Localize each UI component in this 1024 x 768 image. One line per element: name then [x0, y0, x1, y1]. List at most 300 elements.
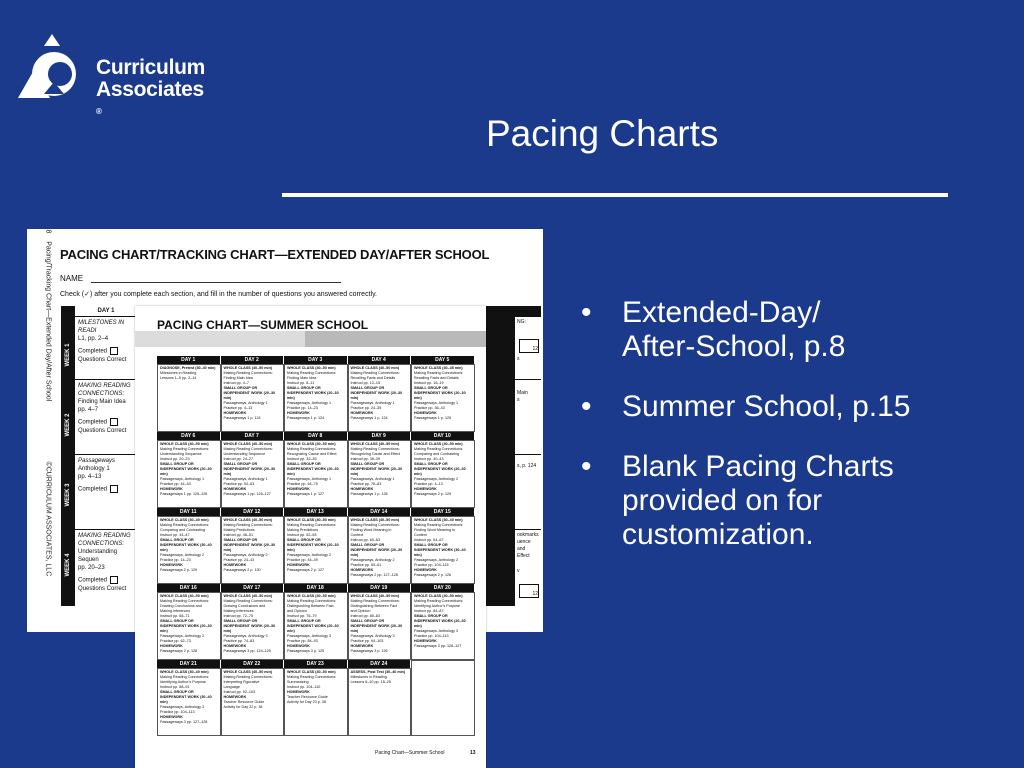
day-cell-line: WHOLE CLASS (40–50 min) [223, 670, 273, 674]
day-cell-line: Passageways 1 p. 124 [287, 416, 325, 420]
day-cell-line: Passageways 2 p. 128 [160, 649, 198, 653]
day-header: DAY 12 [221, 508, 284, 516]
cell-text: Questions Correct [78, 356, 127, 363]
day-cell-line: WHOLE CLASS (40–50 min) [350, 518, 400, 522]
day-cell-line: Instruct pp. 20–23 [160, 457, 190, 461]
day-cell-line: Making Reading Connections: [160, 675, 210, 679]
bullet-text: customization. [622, 518, 814, 551]
day-cell-line: Recognizing Cause and Effect [350, 452, 401, 456]
day-cell-line: INDEPENDENT WORK (30–40 min) [414, 548, 466, 557]
day-cell-line: INDEPENDENT WORK (20–30 min) [350, 467, 403, 476]
day-cell-line: Passageways, Anthology 3 [350, 634, 395, 638]
day-cell-line: WHOLE CLASS (30–40 min) [160, 518, 209, 522]
day-cell-line: Practice pp. 94–103 [350, 639, 384, 643]
day-cell-line: HOMEWORK [350, 411, 374, 415]
day-cell-line: Making Reading Connections: [414, 599, 464, 603]
cell-text: Completed [78, 486, 108, 493]
day-cell-line: WHOLE CLASS (40–50 min) [223, 442, 273, 446]
day-cell-line: Practice pp. 74–83 [223, 639, 255, 643]
day-header: DAY 5 [411, 356, 474, 364]
day-cell-line: SMALL GROUP OR [350, 543, 385, 547]
day-header: DAY 7 [221, 432, 284, 440]
cell-text: s [517, 397, 520, 403]
day-cell-line: INDEPENDENT WORK (20–30 min) [223, 624, 276, 633]
day-cell-line: Practice pp. 24–35 [350, 406, 382, 410]
day-cell-line: and Opinion [350, 609, 371, 613]
checkbox[interactable] [110, 485, 118, 493]
day-cell-line: INDEPENDENT WORK (20–30 min) [223, 543, 276, 552]
day-cell-line: Practice pp. 4–13 [223, 406, 253, 410]
day-cell-line: Making Reading Connections: [223, 599, 273, 603]
day-cell [348, 668, 412, 736]
instructions: Check (✓) after you complete each section, and fill in the number of questions you answered correctly. [60, 291, 378, 298]
day-cell-line: SMALL GROUP OR [350, 386, 385, 390]
day-cell-line: Passageways 3 pp. 127–128 [160, 720, 208, 724]
week-cell [75, 455, 137, 529]
day-cell-line: INDEPENDENT WORK (20–30 min) [287, 543, 339, 552]
day-cell-line: HOMEWORK [287, 644, 310, 648]
day-cell-line: Practice pp. 14–23 [287, 406, 318, 410]
day-cell-line: SMALL GROUP OR [160, 538, 194, 542]
day-cell-line: SMALL GROUP OR [414, 543, 448, 547]
day-cell-line: Making Reading Connections: [287, 447, 337, 451]
day-cell-line: Finding Word Meaning in [350, 528, 392, 532]
day-cell-line: Practice pp. 104–113 [414, 634, 449, 638]
day-cell-line: WHOLE CLASS (40–50 min) [223, 366, 273, 370]
right-column-cell [515, 455, 541, 529]
day-cell-line: INDEPENDENT WORK (20–30 min) [287, 624, 339, 633]
checkbox[interactable] [110, 576, 118, 584]
day-cell [348, 516, 412, 584]
day-cell-line: and Opinion [287, 609, 307, 613]
logo-line-2: Associates [96, 78, 204, 101]
day-cell-line: HOMEWORK [287, 690, 310, 694]
day-header: DAY 9 [348, 432, 411, 440]
day-cell-line: Instruct pp. 92–103 [223, 690, 256, 694]
day-cell-line: ASSESS, Post Test (30–40 min) [350, 670, 406, 674]
day-header: DAY 18 [284, 584, 347, 592]
day-cell-line: Practice pp. 54–63 [223, 482, 255, 486]
day-cell-line: Passageways, Anthology 3 [414, 629, 459, 633]
day-cell-line: WHOLE CLASS (40–50 min) [287, 442, 336, 446]
day-cell-line: WHOLE CLASS (40–50 min) [350, 442, 400, 446]
day-cell-line: HOMEWORK [350, 487, 374, 491]
day-cell-line: Passageways 3 p. 126 [350, 649, 388, 653]
day-header: DAY 16 [157, 584, 220, 592]
day-cell-line: INDEPENDENT WORK (20–30 min) [287, 467, 339, 476]
day-cell-line: SMALL GROUP OR [414, 462, 448, 466]
day-cell-line: Practice pp. 84–93 [287, 639, 318, 643]
day-cell-line: Passageways, Anthology 3 [160, 705, 205, 709]
bullet-text: • Summer School, p.15 [622, 390, 911, 423]
day-cell-line: Passageways, Anthology 2 [350, 558, 395, 562]
day-cell-line: Instruct pp. 76–79 [287, 614, 317, 618]
right-column-cell [515, 317, 541, 379]
cell-text: Effect [517, 553, 530, 559]
day-cell-line: Context [350, 533, 364, 537]
day-cell-line: WHOLE CLASS (40–45 min) [414, 366, 463, 370]
day-cell-line: Identifying Author’s Purpose [414, 604, 460, 608]
day-cell-line: SMALL GROUP OR [414, 386, 448, 390]
day-cell-line: WHOLE CLASS (40–50 min) [160, 594, 209, 598]
cell-text: ookmarks [517, 532, 539, 538]
side-running-head [45, 230, 52, 600]
day-cell-line: INDEPENDENT WORK (20–30 min) [350, 548, 403, 557]
cell-text: MAKING READING [78, 383, 131, 389]
day-cell-line: Making Reading Connections: [223, 371, 273, 375]
day-cell-line: SMALL GROUP OR [160, 619, 194, 623]
cell-text: MAKING READING [78, 533, 131, 539]
day-cell-line: Passageways 2 pp. 127–128 [350, 573, 398, 577]
day-header: DAY 20 [411, 584, 474, 592]
day-cell-line: HOMEWORK [160, 715, 183, 719]
day-cell-line: Making Reading Connections: [414, 523, 464, 527]
day-header: DAY 21 [157, 660, 220, 668]
day-cell-line: Making Reading Connections: [223, 523, 273, 527]
day-cell-line: Making Reading Connections: [160, 447, 210, 451]
day-cell-line: Recognizing Cause and Effect [287, 452, 337, 456]
day-cell-line: HOMEWORK [414, 568, 437, 572]
cell-text: Main [517, 390, 528, 396]
day-cell-line: Teacher Resource Guide [223, 700, 265, 704]
day-cell-line: INDEPENDENT WORK (20–30 min) [350, 624, 403, 633]
day-cell-line: Instruct pp. 64–67 [414, 538, 444, 542]
cell-text: v [517, 568, 520, 574]
day-cell-line: Making Reading Connections: [350, 523, 400, 527]
day-cell-line: INDEPENDENT WORK (20–30 min) [223, 391, 276, 400]
day-cell-line: Practice pp. 104–115 [414, 563, 449, 567]
day-cell-line: Passageways, Anthology 1 [287, 477, 332, 481]
day-cell-line: Making Predictions [287, 528, 319, 532]
empty-day-cell [411, 660, 475, 736]
day-cell-line: Making Reading Connections: [350, 447, 400, 451]
cell-text: NG: [517, 319, 526, 325]
score-box [519, 339, 539, 353]
week-label: WEEK 2 [65, 413, 71, 437]
day-cell-line: HOMEWORK [160, 644, 183, 648]
day-cell-line: Finding Main Idea [223, 376, 253, 380]
checkbox[interactable] [110, 418, 118, 426]
day-cell-line: INDEPENDENT WORK (20–30 min) [223, 467, 276, 476]
day-cell-line: WHOLE CLASS (40–50 min) [287, 670, 336, 674]
day-cell-line: WHOLE CLASS (40–50 min) [414, 442, 463, 446]
day-cell-line: Instruct pp. 44–47 [160, 533, 190, 537]
day-cell-line: INDEPENDENT WORK (20–30 min) [350, 391, 403, 400]
day-cell-line: Making Reading Connections: [223, 675, 273, 679]
day-cell-line: Practice pp. 44–53 [160, 482, 191, 486]
day-header: DAY 4 [348, 356, 411, 364]
day-cell-line: Instruct pp. 72–75 [223, 614, 254, 618]
day-cell-line: Comparing and Contrasting [414, 452, 460, 456]
day-header: DAY 3 [284, 356, 347, 364]
day-cell-line: Passageways, Anthology 2 [414, 558, 459, 562]
summer-school-pacing-chart-page [135, 306, 486, 768]
day-cell [157, 364, 221, 432]
day-cell-line: WHOLE CLASS (30–40 min) [414, 518, 463, 522]
day-cell-line: HOMEWORK [223, 487, 247, 491]
day-cell-line: Making Reading Connections: [287, 371, 337, 375]
day-header: DAY 19 [348, 584, 411, 592]
side-strip [33, 229, 52, 611]
day-cell-line: HOMEWORK [287, 563, 310, 567]
day-cell [348, 364, 412, 432]
day-cell-line: WHOLE CLASS (40–50 min) [350, 366, 400, 370]
day-cell-line: HOMEWORK [223, 563, 247, 567]
day-cell-line: HOMEWORK [223, 695, 247, 699]
cell-text: uence and [517, 539, 531, 552]
bullet-item [581, 450, 1011, 552]
logo-line-1: Curriculum [96, 56, 206, 79]
day-cell-line: SMALL GROUP OR [350, 462, 385, 466]
day-header: DAY 2 [221, 356, 284, 364]
day-cell-line: Making Reading Connections: [160, 523, 210, 527]
day-cell-line: DIAGNOSE, Pretest (30–40 min) [160, 366, 216, 370]
cell-text: Completed [78, 419, 108, 426]
cell-text: Completed [78, 348, 108, 355]
cell-text: s [517, 356, 520, 362]
day-cell-line: Making Reading Connections: [160, 599, 210, 603]
day-cell-line: INDEPENDENT WORK (20–30 min) [160, 624, 212, 633]
day-cell-line: INDEPENDENT WORK (20–30 min) [414, 619, 466, 628]
week-column [61, 306, 75, 606]
day-cell-line: Recalling Facts and Details [350, 376, 396, 380]
cell-text: Passageways [78, 458, 116, 464]
day-cell [284, 440, 348, 508]
day-cell-line: Instruct pp. 16–19 [414, 381, 444, 385]
day-cell-line: Recalling Facts and Details [414, 376, 459, 380]
cell-text: Completed [78, 577, 108, 584]
day-header: DAY 23 [284, 660, 347, 668]
cell-text: Questions Correct [78, 585, 127, 592]
day-cell-line: INDEPENDENT WORK (20–30 min) [414, 467, 466, 476]
day-cell-line: Practice pp. 76–83 [350, 482, 382, 486]
day-cell-line: SMALL GROUP OR [287, 462, 321, 466]
day-header: DAY 1 [75, 306, 137, 316]
day-cell-line: Passageways, Anthology 3 [223, 634, 268, 638]
name-field [60, 274, 341, 283]
week-cell [75, 530, 137, 606]
day-cell-line: Passageways, Anthology 2 [160, 634, 205, 638]
day-cell-line: Instruct pp. 8–11 [287, 381, 315, 385]
day-cell [348, 440, 412, 508]
day-cell-line: Instruct pp. 48–51 [223, 533, 254, 537]
day-cell-line: SMALL GROUP OR [223, 462, 258, 466]
bullet-text: • Blank Pacing Charts [622, 450, 894, 483]
day-cell-line: Understanding Sequence [160, 452, 202, 456]
day-cell-line: Practice pp. 44–49 [287, 558, 318, 562]
day-cell-line: Passageways 1 p. 125 [414, 416, 452, 420]
day-cell-line: WHOLE CLASS (40–50 min) [223, 518, 273, 522]
week-cell [75, 317, 137, 379]
score-box [519, 584, 539, 598]
day-cell-line: Instruct pp. 104–110 [287, 685, 321, 689]
day-cell-line: Practice pp. 64–75 [287, 482, 318, 486]
day-cell-line: Distinguishing Between Fact [287, 604, 334, 608]
cell-text: s, p. 124 [517, 463, 537, 469]
bullet-text: After-School, p.8 [622, 330, 846, 363]
day-cell-line: INDEPENDENT WORK (20–30 min) [414, 391, 466, 400]
name-line [91, 282, 341, 283]
page-number: 8 [44, 229, 52, 234]
cell-text: pp. 4–13 [78, 474, 102, 480]
day-cell-line: Making Inferences [160, 609, 191, 613]
cell-text: Anthology 1 [78, 466, 110, 472]
page-number: 13 [470, 750, 476, 756]
day-cell-line: HOMEWORK [287, 487, 310, 491]
day-cell-line: Practice pp. 24–43 [223, 558, 255, 562]
day-cell-line: Passageways 2 p. 129 [414, 492, 452, 496]
day-cell-line: Passageways, Anthology 1 [414, 401, 459, 405]
day-cell-line: SMALL GROUP OR [287, 619, 321, 623]
day-cell-line: Instruct pp. 52–55 [287, 533, 317, 537]
day-cell-line: Making Reading Connections: [287, 523, 337, 527]
day-cell-line: Passageways 1 pp. 126–127 [223, 492, 271, 496]
day-cell-line: Activity for Day 22 p. 38 [223, 705, 263, 709]
day-cell-line: Passageways 1 p. 127 [287, 492, 325, 496]
day-cell-line: Making Reading Connections: [350, 599, 400, 603]
cell-text: CONNECTIONS: [78, 391, 125, 397]
day-cell [284, 516, 348, 584]
day-header: DAY 24 [348, 660, 411, 668]
cell-text: Understanding Sequen [78, 549, 118, 563]
day-cell-line: HOMEWORK [287, 411, 310, 415]
score-value: 12 [532, 346, 538, 352]
day-cell-line: Passageways 2 p. 130 [223, 568, 261, 572]
day-cell-line: Passageways, Anthology 2 [160, 553, 205, 557]
logo-wordmark [96, 57, 205, 123]
day-cell-line: Instruct pp. 4–7 [223, 381, 249, 385]
name-label: NAME [60, 274, 84, 283]
day-cell-line: Practice pp. 104–113 [160, 710, 195, 714]
day-cell-line: HOMEWORK [223, 411, 247, 415]
day-cell-line: SMALL GROUP OR [160, 690, 194, 694]
day-cell [157, 516, 221, 584]
day-cell-line: Interpreting Figurative [223, 680, 260, 684]
day-cell-line: WHOLE CLASS (40–50 min) [287, 518, 336, 522]
day-cell-line: Passageways, Anthology 1 [223, 401, 268, 405]
day-cell-line: Making Reading Connections: [287, 599, 337, 603]
day-cell-line: Making Reading Connections: [414, 447, 464, 451]
day-cell-line: Practice pp. 4–13 [414, 482, 443, 486]
day-cell-line: SMALL GROUP OR [287, 538, 321, 542]
day-cell-line: SMALL GROUP OR [223, 619, 258, 623]
day-cell-line: SMALL GROUP OR [160, 462, 194, 466]
day-cell-line: Milestones in Reading [160, 371, 197, 375]
day-header: DAY 6 [157, 432, 220, 440]
cell-text: MILESTONES IN READI [78, 320, 125, 334]
day-cell-line: Instruct pp. 60–63 [350, 538, 381, 542]
day-cell-line: HOMEWORK [414, 411, 437, 415]
day-cell-line: Making Reading Connections: [223, 447, 273, 451]
day-cell [348, 592, 412, 660]
day-cell-line: Understanding Sequence [223, 452, 266, 456]
score-value: 12 [532, 591, 538, 597]
day-cell-line: Distinguishing Between Fact [350, 604, 398, 608]
day-cell-line: Instruct pp. 24–27 [223, 457, 254, 461]
registered-mark: ® [96, 107, 102, 116]
day-cell-line: SMALL GROUP OR [287, 386, 321, 390]
side-title: Pacing/Tracking Chart—Extended Day/After School [44, 241, 52, 402]
day-cell [221, 516, 285, 584]
day-cell [221, 364, 285, 432]
day-cell-line: Identifying Author’s Purpose [160, 680, 206, 684]
day-cell [221, 440, 285, 508]
day-header: DAY 11 [157, 508, 220, 516]
bullet-text: provided on for [622, 484, 823, 517]
cell-text: pp. 20–23 [78, 565, 105, 571]
day-cell-line: Practice pp. 62–73 [160, 639, 191, 643]
day-cell-line: Summarizing [287, 680, 309, 684]
week-label: WEEK 1 [65, 343, 71, 367]
day-cell-line: HOMEWORK [350, 568, 374, 572]
day-cell-line: WHOLE CLASS (40–50 min) [414, 594, 463, 598]
day-cell-line: Lessons 6–10 pp. 15–25 [350, 680, 391, 684]
day-cell-line: Instruct pp. 32–35 [287, 457, 317, 461]
day-cell-line: HOMEWORK [350, 644, 374, 648]
day-cell-line: INDEPENDENT WORK (20–30 min) [287, 391, 339, 400]
day-cell-line: Passageways 2 p. 129 [160, 568, 198, 572]
cell-text: CONNECTIONS: [78, 541, 125, 547]
day-cell-line: Passageways, Anthology 3 [287, 634, 332, 638]
front-page-title: PACING CHART—SUMMER SCHOOL [157, 318, 369, 332]
day-header: DAY 17 [221, 584, 284, 592]
day-cell-line: WHOLE CLASS (30–40 min) [160, 670, 209, 674]
day-cell [157, 668, 221, 736]
day-cell-line: INDEPENDENT WORK (20–30 min) [160, 467, 212, 476]
day-cell-line: Making Reading Connections: [350, 371, 400, 375]
day-cell-line: INDEPENDENT WORK (30–40 min) [160, 695, 212, 704]
cell-text: L1, pp. 2–4 [78, 336, 109, 342]
day-cell [284, 364, 348, 432]
day-cell-line: Making Predictions [223, 528, 255, 532]
day-cell-line: Drawing Conclusions and [223, 604, 266, 608]
day-cell-line: WHOLE CLASS (40–50 min) [160, 442, 209, 446]
day-cell-line: Language [223, 685, 240, 689]
day-cell-line: Drawing Conclusions and [160, 604, 202, 608]
day-cell-line: HOMEWORK [160, 563, 183, 567]
day-cell-line: Finding Main Idea [287, 376, 317, 380]
checkbox[interactable] [110, 347, 118, 355]
day-cell-line: Finding Word Meaning in [414, 528, 455, 532]
day-cell-line: SMALL GROUP OR [414, 614, 448, 618]
day-cell-line: Instruct pp. 36–39 [350, 457, 381, 461]
cell-text: Finding Main Idea [78, 399, 126, 405]
day-cell-line: Passageways, Anthology 2 [287, 553, 332, 557]
day-cell-line: Instruct pp. 68–71 [160, 614, 190, 618]
title-band-dark [305, 331, 486, 347]
day-cell [157, 592, 221, 660]
week-cell [75, 380, 137, 454]
day-cell-line: Instruct pp. 84–87 [414, 609, 444, 613]
day-cell [157, 440, 221, 508]
day-cell-line: Making Inferences [223, 609, 254, 613]
day-cell-line: Lessons 1–5 pp. 2–14 [160, 376, 197, 380]
day-cell [411, 516, 475, 584]
day-cell-line: HOMEWORK [223, 644, 247, 648]
bullet-item [581, 296, 1011, 364]
day-cell-line: Passageways 1 p. 124 [223, 416, 261, 420]
week-label: WEEK 3 [65, 483, 71, 507]
day-cell-line: Passageways, Anthology 2 [414, 477, 459, 481]
day-cell-line: Context [414, 533, 427, 537]
day-cell-line: Instruct pp. 40–43 [414, 457, 444, 461]
day-cell-line: Passageways, Anthology 1 [350, 477, 395, 481]
day-cell-line: HOMEWORK [414, 639, 437, 643]
day-cell [411, 592, 475, 660]
day-header: DAY 14 [348, 508, 411, 516]
day-cell-line: WHOLE CLASS (40–50 min) [287, 594, 336, 598]
day-cell [221, 592, 285, 660]
